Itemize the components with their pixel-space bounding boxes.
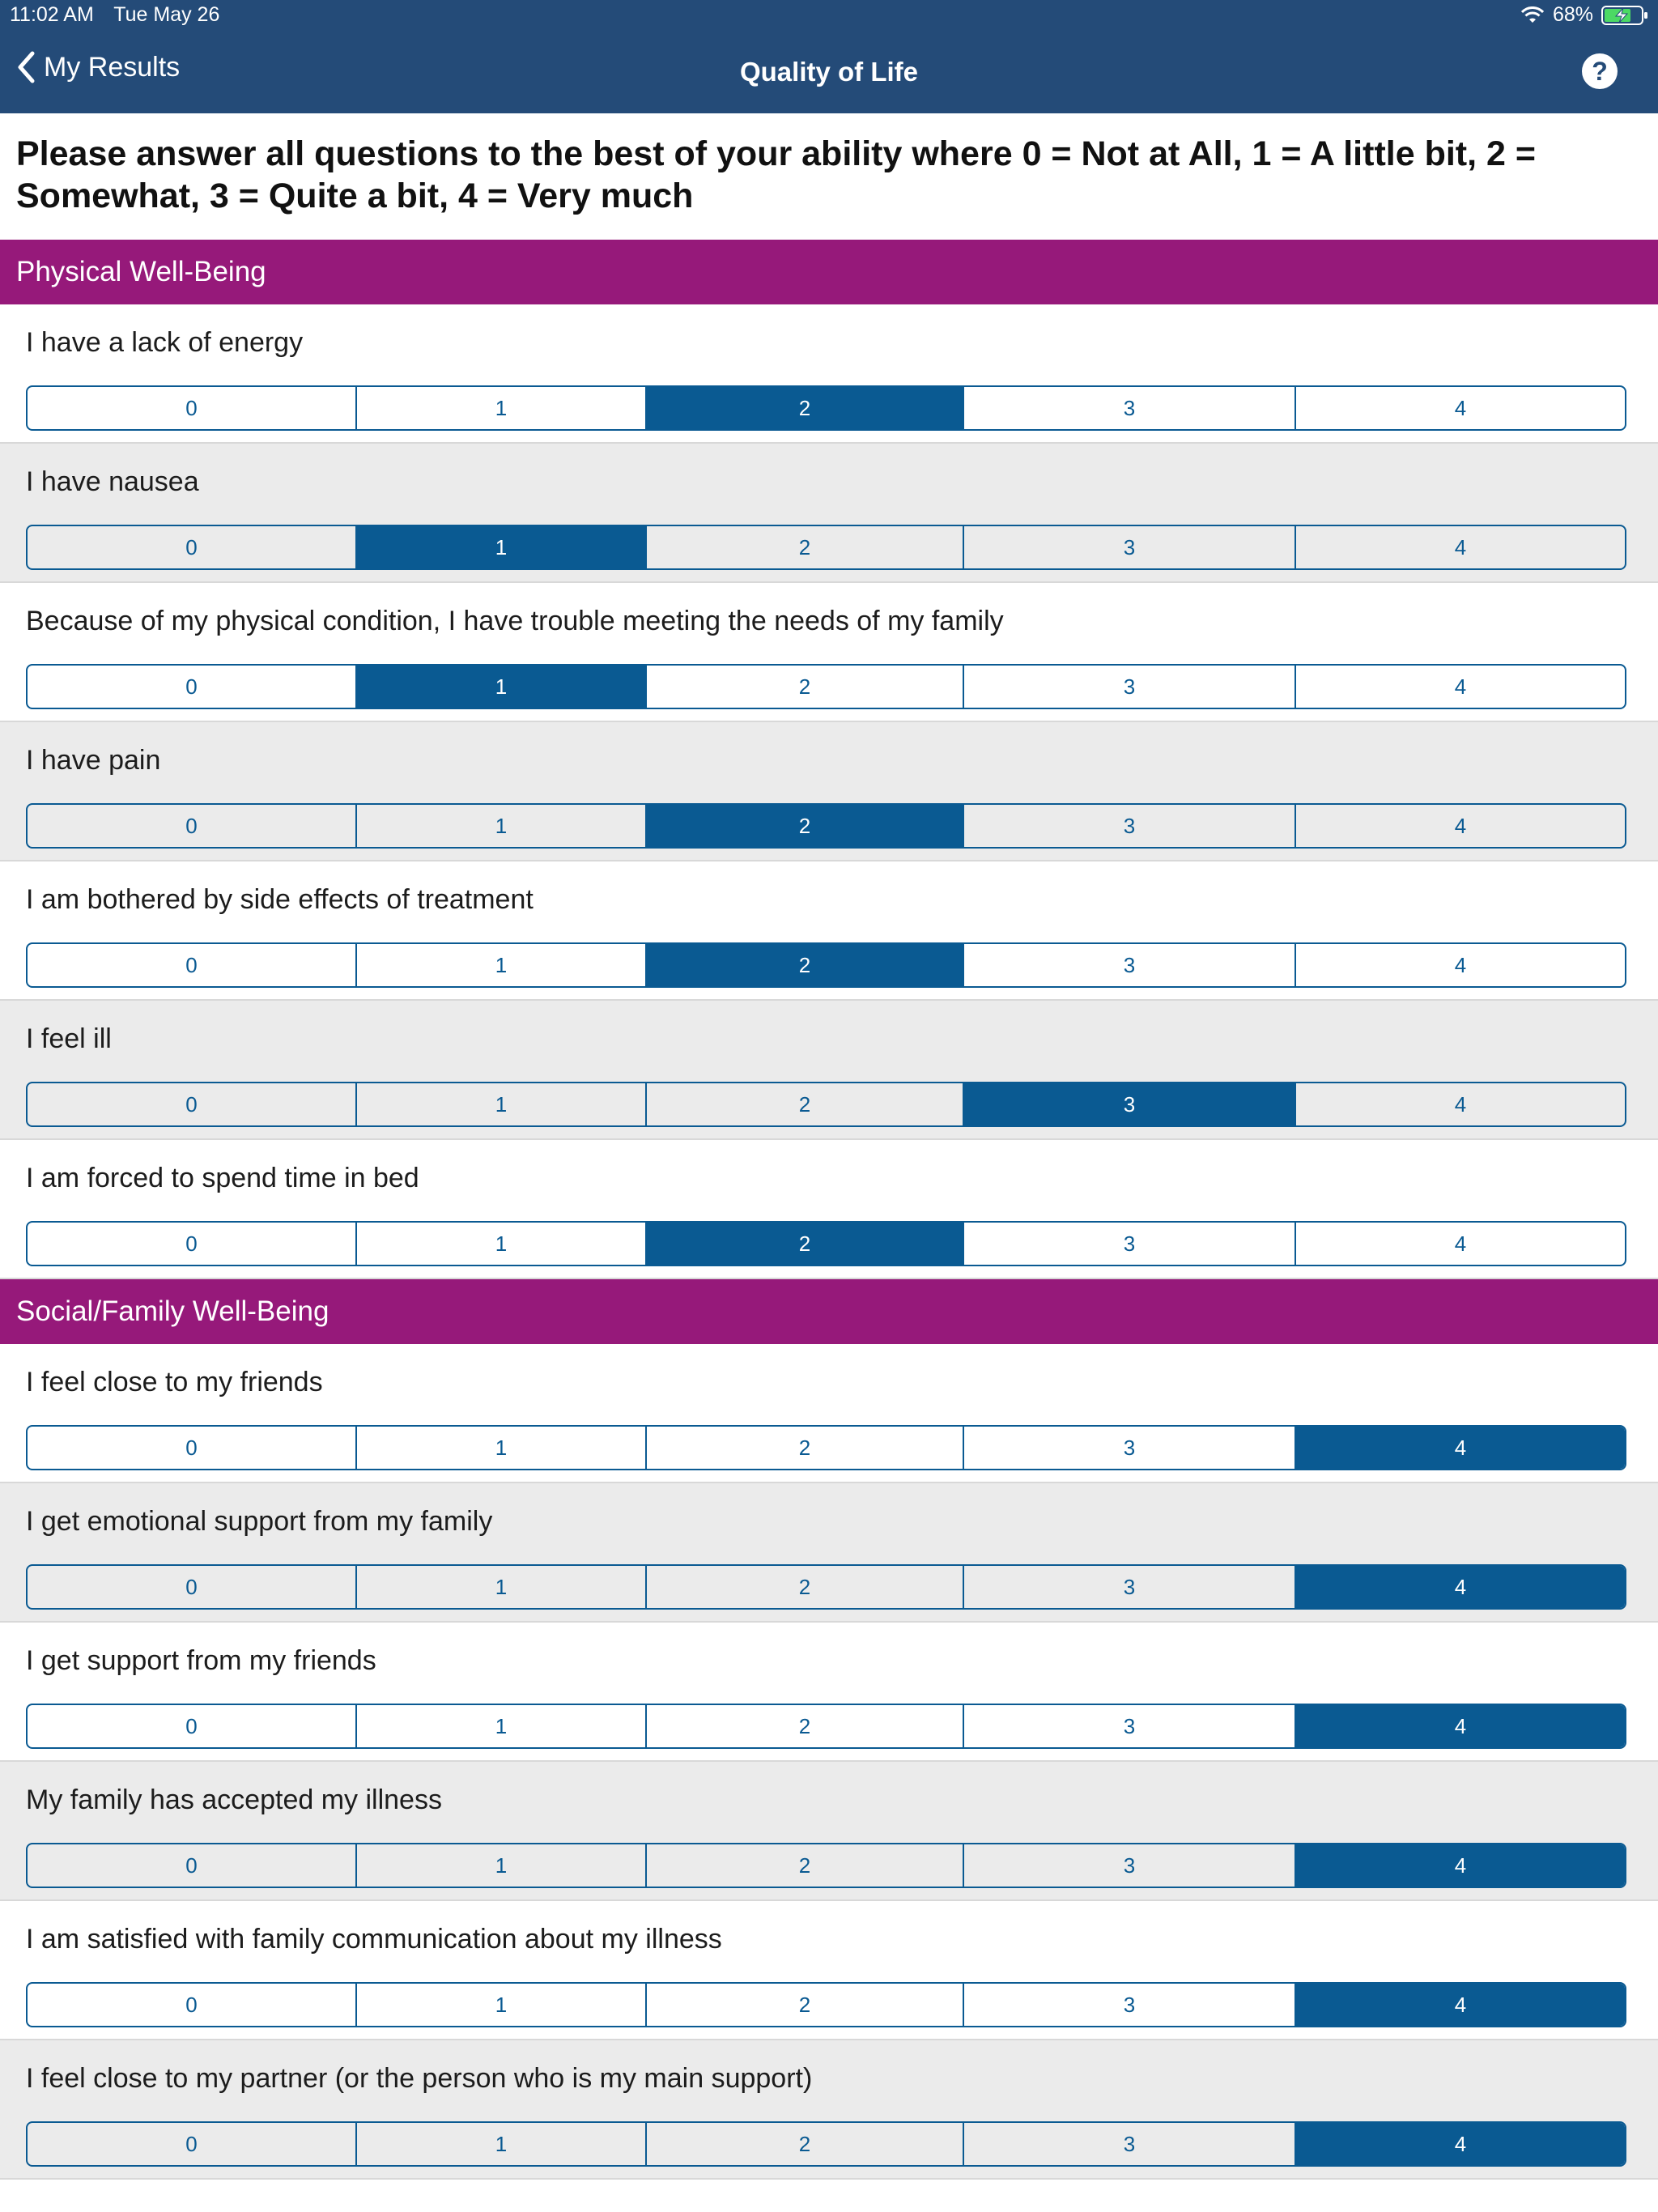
rating-option-3[interactable]: 3 [964, 1566, 1296, 1608]
question-row [0, 1001, 1658, 1140]
rating-option-3[interactable]: 3 [964, 666, 1296, 708]
question-row [0, 1483, 1658, 1623]
rating-option-2[interactable]: 2 [647, 944, 964, 986]
question-text: I feel close to my partner (or the person who is my main support) [26, 2063, 813, 2094]
rating-segmented-control [26, 1843, 1626, 1888]
rating-option-1[interactable]: 1 [357, 1427, 647, 1469]
rating-option-1[interactable]: 1 [357, 1083, 647, 1125]
rating-option-4[interactable]: 4 [1454, 535, 1467, 559]
question-text: I have nausea [26, 466, 199, 497]
question-text: I have a lack of energy [26, 327, 304, 358]
navigation-bar [0, 0, 1658, 113]
rating-option-0[interactable]: 0 [28, 1083, 357, 1125]
rating-option-4[interactable]: 4 [1454, 396, 1467, 420]
rating-option-1[interactable]: 1 [357, 805, 647, 847]
rating-option-3[interactable]: 3 [964, 1984, 1296, 2026]
rating-option-1[interactable]: 1 [357, 1844, 647, 1887]
rating-option-4[interactable]: 4 [1296, 1705, 1625, 1747]
question-text: I get emotional support from my family [26, 1506, 493, 1537]
battery-charging-icon [1601, 5, 1648, 26]
rating-option-3[interactable]: 3 [964, 1223, 1296, 1265]
rating-segmented-control [26, 385, 1626, 431]
rating-option-4[interactable]: 4 [1296, 1844, 1625, 1887]
question-row [0, 583, 1658, 722]
rating-option-4[interactable]: 4 [1296, 2123, 1625, 2165]
rating-option-1[interactable]: 1 [357, 944, 647, 986]
rating-segmented-control [26, 1704, 1626, 1749]
rating-option-4[interactable]: 4 [1454, 814, 1467, 838]
question-text: My family has accepted my illness [26, 1784, 442, 1815]
rating-option-4[interactable]: 4 [1454, 674, 1467, 699]
question-text: I feel close to my friends [26, 1367, 323, 1397]
rating-option-0[interactable]: 0 [28, 944, 357, 986]
rating-option-0[interactable]: 0 [28, 1566, 357, 1608]
rating-option-4[interactable]: 4 [1454, 1092, 1467, 1117]
rating-option-4[interactable]: 4 [1296, 1984, 1625, 2026]
instructions-text: Please answer all questions to the best of your ability where 0 = Not at All, 1 = A little bit, 2 = Somewhat, 3 = Quite a bit, 4 = Very much [16, 134, 1536, 215]
rating-option-0[interactable]: 0 [28, 2123, 357, 2165]
rating-segmented-control [26, 1082, 1626, 1127]
rating-option-2[interactable]: 2 [647, 1984, 964, 2026]
rating-option-2[interactable]: 2 [647, 526, 964, 568]
battery-percent: 68% [1552, 3, 1593, 26]
rating-option-2[interactable]: 2 [647, 2123, 964, 2165]
rating-option-1[interactable]: 1 [357, 666, 647, 708]
question-row [0, 1901, 1658, 2040]
rating-option-0[interactable]: 0 [28, 805, 357, 847]
rating-option-0[interactable]: 0 [28, 1427, 357, 1469]
rating-option-2[interactable]: 2 [647, 805, 964, 847]
rating-option-3[interactable]: 3 [964, 1844, 1296, 1887]
question-row [0, 2040, 1658, 2180]
rating-option-1[interactable]: 1 [357, 1705, 647, 1747]
rating-option-3[interactable]: 3 [964, 1705, 1296, 1747]
rating-option-3[interactable]: 3 [964, 526, 1296, 568]
rating-segmented-control [26, 1221, 1626, 1266]
rating-option-2[interactable]: 2 [647, 1427, 964, 1469]
rating-option-1[interactable]: 1 [357, 1984, 647, 2026]
rating-option-3[interactable]: 3 [964, 387, 1296, 429]
back-button-label: My Results [44, 51, 181, 83]
rating-option-4[interactable]: 4 [1296, 1427, 1625, 1469]
rating-segmented-control [26, 803, 1626, 849]
status-bar-left [10, 3, 234, 27]
rating-option-4[interactable]: 4 [1454, 953, 1467, 977]
rating-option-2[interactable]: 2 [647, 666, 964, 708]
rating-option-3[interactable]: 3 [964, 2123, 1296, 2165]
rating-option-0[interactable]: 0 [28, 666, 357, 708]
rating-segmented-control [26, 942, 1626, 988]
question-row [0, 1762, 1658, 1901]
rating-segmented-control [26, 1564, 1626, 1610]
question-row [0, 1140, 1658, 1279]
question-row [0, 444, 1658, 583]
question-text: I am forced to spend time in bed [26, 1163, 419, 1193]
question-row [0, 304, 1658, 444]
rating-option-0[interactable]: 0 [28, 1223, 357, 1265]
rating-segmented-control [26, 1982, 1626, 2027]
rating-option-1[interactable]: 1 [357, 1566, 647, 1608]
rating-option-0[interactable]: 0 [28, 387, 357, 429]
status-bar-right [1520, 3, 1648, 27]
question-text: I get support from my friends [26, 1645, 376, 1676]
rating-option-3[interactable]: 3 [964, 1427, 1296, 1469]
rating-option-4[interactable]: 4 [1454, 1231, 1467, 1256]
rating-segmented-control [26, 2121, 1626, 2167]
rating-option-2[interactable]: 2 [647, 387, 964, 429]
help-button[interactable]: ? [1582, 53, 1618, 89]
question-text: I have pain [26, 745, 161, 776]
question-text: I am satisfied with family communication about my illness [26, 1924, 722, 1955]
rating-option-0[interactable]: 0 [28, 526, 357, 568]
rating-option-2[interactable]: 2 [647, 1083, 964, 1125]
rating-option-3[interactable]: 3 [964, 1083, 1296, 1125]
rating-segmented-control [26, 664, 1626, 709]
question-row [0, 722, 1658, 861]
rating-option-4[interactable]: 4 [1296, 1566, 1625, 1608]
question-row [0, 1623, 1658, 1762]
question-text: I feel ill [26, 1023, 112, 1054]
rating-option-2[interactable]: 2 [647, 1844, 964, 1887]
rating-option-1[interactable]: 1 [357, 2123, 647, 2165]
question-text: Because of my physical condition, I have trouble meeting the needs of my family [26, 606, 1004, 636]
status-date: Tue May 26 [113, 3, 220, 26]
wifi-icon [1520, 6, 1545, 24]
questionnaire [0, 240, 1658, 2180]
page-title: Quality of Life [739, 57, 918, 87]
question-text: I am bothered by side effects of treatment [26, 884, 534, 915]
rating-option-3[interactable]: 3 [964, 805, 1296, 847]
rating-segmented-control [26, 1425, 1626, 1470]
question-row [0, 1344, 1658, 1483]
rating-option-1[interactable]: 1 [357, 526, 647, 568]
rating-option-2[interactable]: 2 [647, 1223, 964, 1265]
section-header: Social/Family Well-Being [0, 1279, 1658, 1344]
rating-option-1[interactable]: 1 [357, 387, 647, 429]
rating-option-0[interactable]: 0 [28, 1705, 357, 1747]
rating-option-0[interactable]: 0 [28, 1984, 357, 2026]
rating-option-2[interactable]: 2 [647, 1705, 964, 1747]
rating-option-1[interactable]: 1 [357, 1223, 647, 1265]
rating-segmented-control [26, 525, 1626, 570]
section-header: Physical Well-Being [0, 240, 1658, 304]
status-time: 11:02 AM [10, 3, 94, 26]
rating-option-0[interactable]: 0 [28, 1844, 357, 1887]
question-row [0, 861, 1658, 1001]
rating-option-2[interactable]: 2 [647, 1566, 964, 1608]
rating-option-3[interactable]: 3 [964, 944, 1296, 986]
